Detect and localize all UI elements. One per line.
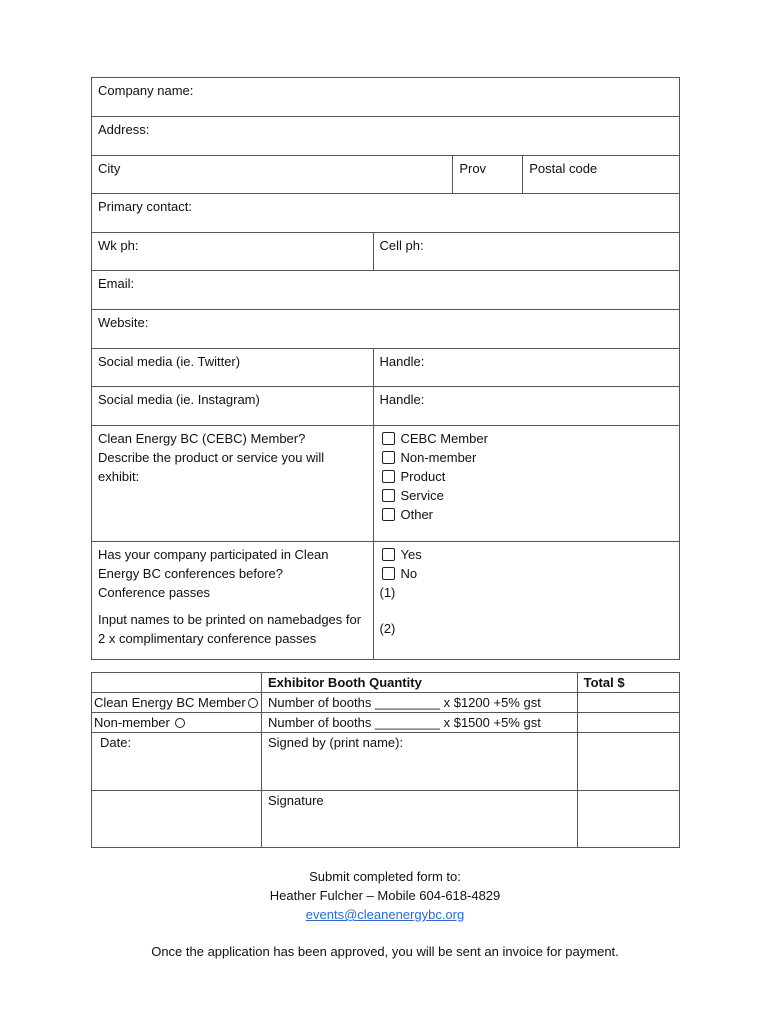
primary-contact-field[interactable]	[92, 194, 680, 233]
option-product[interactable]	[380, 467, 674, 486]
signature-total-field	[577, 791, 679, 848]
option-label: CEBC Member	[400, 431, 488, 446]
pass-1-field[interactable]: (1)	[379, 585, 396, 600]
approval-note: Once the application has been approved, you will be sent an invoice for payment.	[151, 944, 619, 959]
nonmember-booth-count-field[interactable]: Number of booths _________ x $1500 +5% gst	[261, 713, 577, 733]
option-label: No	[400, 566, 418, 581]
option-non-member[interactable]	[380, 448, 674, 467]
member-rate-cell	[92, 693, 262, 713]
nonmember-rate-cell	[92, 713, 262, 733]
social-twitter-label: Social media (ie. Twitter)	[92, 349, 374, 387]
option-no[interactable]	[380, 564, 674, 583]
work-phone-field[interactable]	[92, 233, 374, 271]
checkbox-icon[interactable]	[382, 548, 395, 561]
pass-2-field[interactable]: (2)	[379, 621, 396, 636]
option-cebc-member[interactable]	[380, 429, 674, 448]
email-label: Email:	[98, 276, 135, 291]
conference-passes-label: Conference passes	[98, 585, 211, 600]
option-label: Non-member	[400, 450, 477, 465]
company-name-field[interactable]	[92, 78, 680, 117]
checkbox-icon[interactable]	[382, 567, 395, 580]
member-describe-cell	[92, 426, 374, 542]
prov-field[interactable]	[453, 156, 523, 194]
participation-passes-cell	[92, 542, 374, 660]
checkbox-icon[interactable]	[382, 451, 395, 464]
primary-contact-label: Primary contact:	[98, 199, 192, 214]
blank-header	[92, 673, 262, 693]
signed-by-total-field	[577, 733, 679, 791]
member-booth-count-field[interactable]: Number of booths _________ x $1200 +5% gst	[261, 693, 577, 713]
contact-info-table	[91, 77, 680, 660]
prov-label: Prov	[459, 161, 487, 176]
checkbox-icon[interactable]	[382, 508, 395, 521]
cell-phone-field[interactable]	[373, 233, 680, 271]
option-label: Yes	[400, 547, 422, 562]
twitter-handle-label: Handle:	[379, 354, 425, 369]
option-service[interactable]	[380, 486, 674, 505]
booth-quantity-header: Exhibitor Booth Quantity	[261, 673, 577, 693]
work-phone-label: Wk ph:	[98, 238, 139, 253]
address-label: Address:	[98, 122, 150, 137]
option-other[interactable]	[380, 505, 674, 524]
contact-text: Heather Fulcher – Mobile 604-618-4829	[269, 888, 501, 903]
twitter-handle-field[interactable]	[373, 349, 680, 387]
city-field[interactable]	[92, 156, 453, 194]
nonmember-total-field[interactable]	[577, 713, 679, 733]
option-label: Product	[400, 469, 446, 484]
checkbox-icon[interactable]	[382, 489, 395, 502]
instagram-handle-field[interactable]	[373, 387, 680, 426]
describe-question: Describe the product or service you will exhibit:	[98, 450, 325, 484]
option-label: Other	[400, 507, 434, 522]
participated-question: Has your company participated in Clean Energy BC conferences before?	[98, 547, 329, 581]
namebadges-instruction: Input names to be printed on namebadges for 2 x complimentary conference passes	[98, 612, 362, 646]
signature-label: Signature	[267, 793, 324, 808]
date-label: Date:	[100, 735, 132, 750]
signed-by-field[interactable]	[261, 733, 577, 791]
member-question: Clean Energy BC (CEBC) Member?	[98, 431, 306, 446]
cell-phone-label: Cell ph:	[379, 238, 424, 253]
option-yes[interactable]	[380, 545, 674, 564]
company-name-label: Company name:	[98, 83, 194, 98]
website-label: Website:	[98, 315, 149, 330]
member-rate-label: Clean Energy BC Member	[94, 695, 246, 710]
contact-email-link[interactable]: events@cleanenergybc.org	[305, 907, 465, 922]
postal-code-label: Postal code	[529, 161, 598, 176]
submit-to-text: Submit completed form to:	[309, 869, 461, 884]
member-radio-icon[interactable]	[248, 698, 258, 708]
signed-by-label: Signed by (print name):	[267, 735, 404, 750]
signature-field[interactable]	[261, 791, 577, 848]
website-field[interactable]	[92, 310, 680, 349]
address-field[interactable]	[92, 117, 680, 156]
date-field[interactable]	[92, 733, 262, 791]
checkbox-icon[interactable]	[382, 432, 395, 445]
signature-blank	[92, 791, 262, 848]
member-describe-options	[373, 426, 680, 542]
checkbox-icon[interactable]	[382, 470, 395, 483]
participation-passes-options	[373, 542, 680, 660]
nonmember-radio-icon[interactable]	[175, 718, 185, 728]
option-label: Service	[400, 488, 444, 503]
booth-order-table	[91, 672, 680, 848]
nonmember-rate-label: Non-member	[94, 715, 170, 730]
member-total-field[interactable]	[577, 693, 679, 713]
city-label: City	[98, 161, 121, 176]
email-field[interactable]	[92, 271, 680, 310]
instagram-handle-label: Handle:	[379, 392, 425, 407]
social-instagram-label: Social media (ie. Instagram)	[92, 387, 374, 426]
total-header: Total $	[577, 673, 679, 693]
postal-code-field[interactable]	[523, 156, 680, 194]
